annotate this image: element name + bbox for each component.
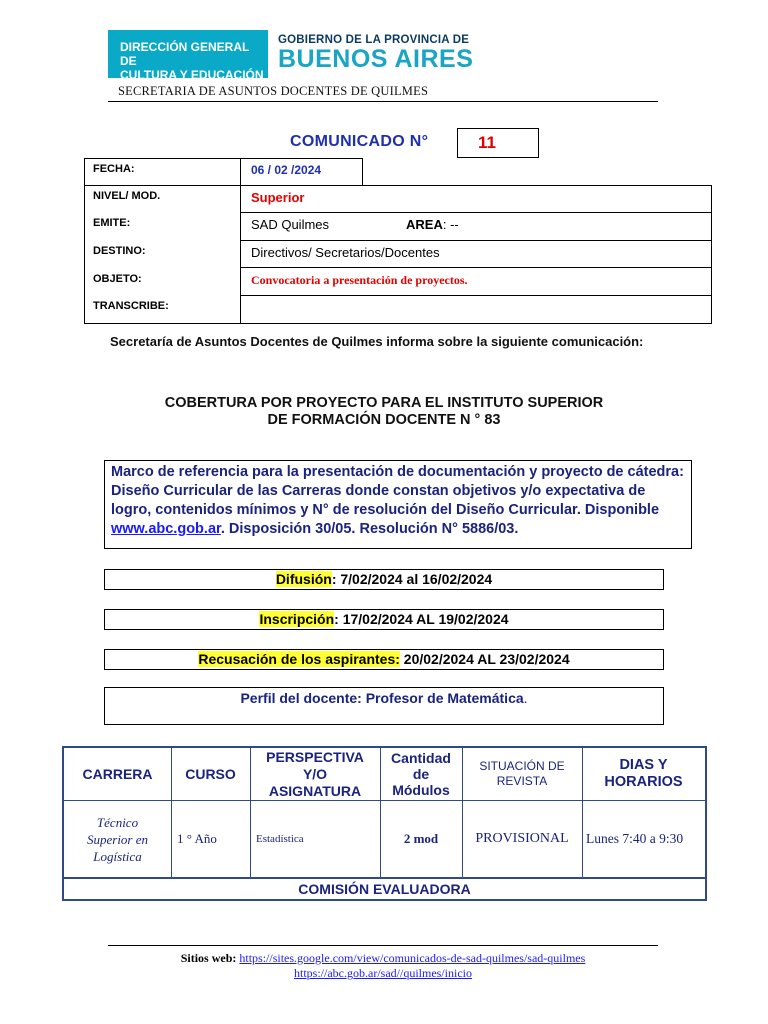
emite-value: SAD Quilmes: [251, 217, 330, 232]
row-divider: [240, 240, 712, 241]
inscripcion-box: [104, 609, 664, 630]
cell-asignatura: Estadística: [256, 833, 304, 845]
nivel-value: Superior: [251, 190, 305, 205]
row-divider: [240, 295, 712, 296]
objeto-value: Convocatoria a presentación de proyectos.: [251, 273, 468, 287]
logo-buenos-aires: [278, 34, 478, 78]
marco-text-after: . Disposición 30/05. Resolución N° 5886/03.: [220, 521, 519, 537]
difusion-label: Difusión: [275, 571, 332, 587]
nivel-label: NIVEL/ MOD.: [93, 190, 161, 202]
difusion-value: : 7/02/2024 al 16/02/2024: [331, 571, 493, 587]
footer-link-abc[interactable]: https://abc.gob.ar/sad//quilmes/inicio: [294, 966, 472, 980]
cell-carrera: Técnico Superior en Logística: [86, 814, 149, 864]
area-field: [406, 217, 459, 232]
destino-label: DESTINO:: [93, 245, 146, 257]
fecha-label: FECHA:: [93, 163, 135, 175]
marco-text-before: Marco de referencia para la presentación de documentación y proyecto de cátedra: Diseño Curricular de las Carreras donde constan objetivos y/o expectativa de logro, contenidos mínimos y N° de resolución del Diseño Curricular. Disponible: [111, 464, 684, 518]
logo-right-line2: BUENOS AIRES: [278, 45, 474, 73]
header-divider: [108, 101, 658, 102]
header-horarios: DIAS Y HORARIOS: [604, 757, 683, 790]
row-divider: [240, 212, 712, 213]
comunicado-label: COMUNICADO N°: [290, 133, 429, 150]
comunicado-number: 11: [457, 128, 539, 158]
cargo-table: [62, 746, 707, 901]
intro-text: Secretaría de Asuntos Docentes de Quilmes informa sobre la siguiente comunicación:: [110, 334, 644, 349]
cobertura-title: [110, 395, 658, 429]
header-situacion: SITUACIÓN DE REVISTA: [479, 759, 565, 788]
cell-situacion: PROVISIONAL: [475, 831, 569, 846]
emite-label: EMITE:: [93, 217, 131, 229]
area-label: AREA: [406, 217, 443, 232]
logo-direccion-general: [108, 30, 268, 82]
cell-modulos: 2 mod: [403, 831, 439, 846]
footer-divider: [108, 945, 658, 946]
inscripcion-label: Inscripción: [259, 611, 335, 627]
header-asignatura: PERSPECTIVA Y/O ASIGNATURA: [266, 748, 364, 799]
abc-link[interactable]: www.abc.gob.ar: [111, 521, 221, 537]
recusacion-box: [104, 649, 664, 670]
inscripcion-value: : 17/02/2024 AL 19/02/2024: [334, 611, 509, 627]
objeto-label: OBJETO:: [93, 273, 142, 285]
perfil-text: Perfil del docente: Profesor de Matemática: [240, 690, 524, 706]
logo-right-line1: GOBIERNO DE LA PROVINCIA DE: [278, 34, 470, 46]
secretaria-title: SECRETARIA DE ASUNTOS DOCENTES DE QUILMES: [118, 84, 429, 98]
row-divider: [240, 267, 712, 268]
footer-line1: [108, 951, 658, 966]
header-modulos: Cantidad de Módulos: [391, 750, 451, 798]
cell-curso: 1 ° Año: [177, 831, 217, 846]
recusacion-label: Recusación de los aspirantes:: [198, 651, 400, 667]
footer-label: Sitios web:: [180, 951, 237, 965]
footer-line2: [108, 966, 658, 981]
header-curso: CURSO: [185, 766, 236, 782]
perfil-suffix: .: [523, 690, 528, 706]
recusacion-value: 20/02/2024 AL 23/02/2024: [399, 651, 570, 667]
header-carrera: CARRERA: [82, 766, 153, 782]
destino-value: Directivos/ Secretarios/Docentes: [251, 245, 440, 260]
cobertura-line1: COBERTURA POR PROYECTO PARA EL INSTITUTO SUPERIOR: [164, 395, 604, 411]
area-value: : --: [442, 217, 459, 232]
cobertura-line2: DE FORMACIÓN DOCENTE N ° 83: [267, 412, 501, 428]
marco-referencia: [104, 460, 692, 549]
footer-link-sites[interactable]: https://sites.google.com/view/comunicados-de-sad-quilmes/sad-quilmes: [239, 951, 586, 965]
perfil-box: [104, 687, 664, 725]
logo-left-line2: CULTURA Y EDUCACIÓN: [120, 68, 264, 82]
cell-horarios: Lunes 7:40 a 9:30: [586, 831, 684, 846]
comision-evaluadora-header: COMISIÓN EVALUADORA: [298, 881, 471, 897]
difusion-box: [104, 569, 664, 590]
logo-left-line1: DIRECCIÓN GENERAL DE: [120, 40, 250, 68]
fecha-value: 06 / 02 /2024: [251, 163, 322, 177]
transcribe-label: TRANSCRIBE:: [93, 300, 169, 312]
